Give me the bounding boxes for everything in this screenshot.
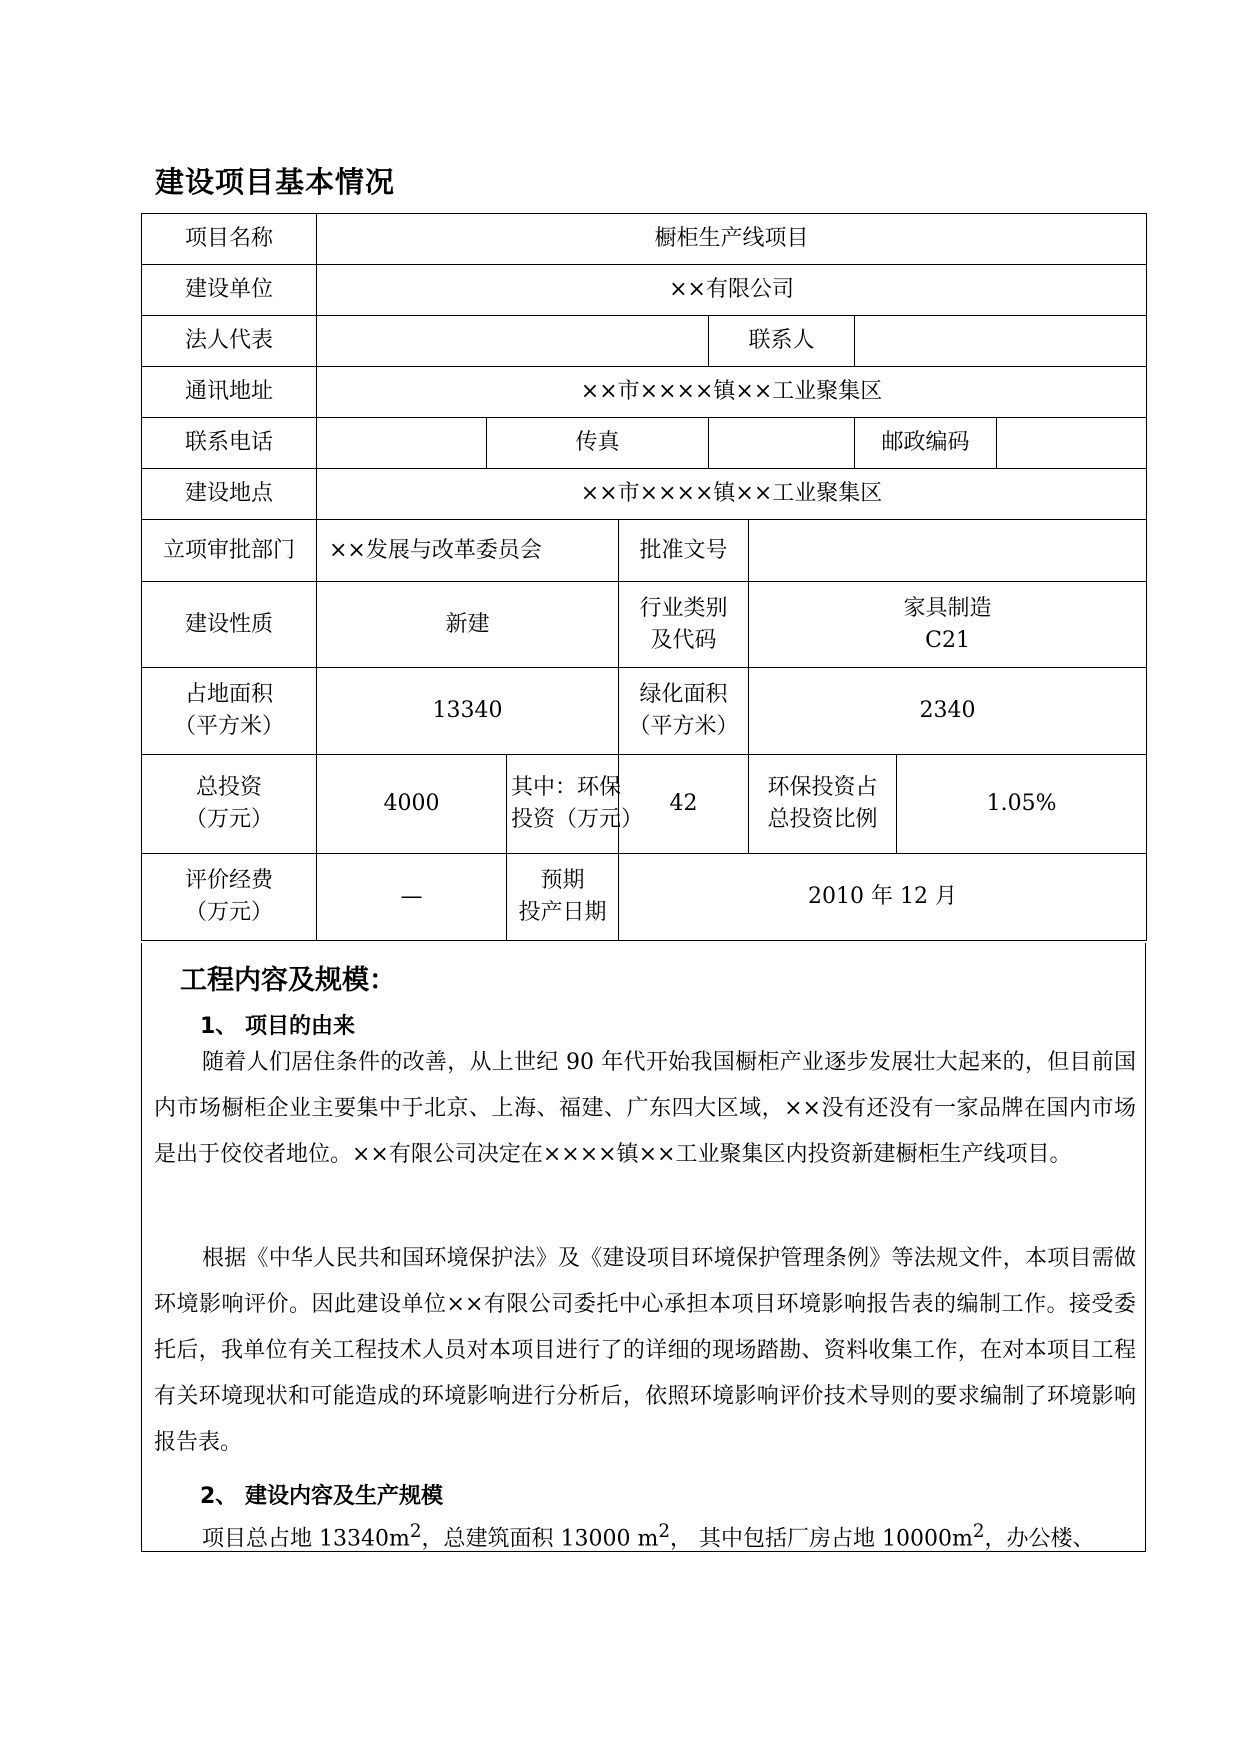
label-postcode: 邮政编码: [855, 418, 997, 469]
table-row: [142, 854, 1147, 941]
label-env-invest: 其中：环保 投资（万元）: [507, 755, 619, 854]
table-row: [142, 418, 1147, 469]
label-address: 通讯地址: [142, 367, 317, 418]
label-approval-dept: 立项审批部门: [142, 520, 317, 582]
paragraph-origin: 随着人们居住条件的改善，从上世纪 90 年代开始我国橱柜产业逐步发展壮大起来的，但目前国内市场橱柜企业主要集中于北京、上海、福建、广东四大区域，××没有还没有一家品牌在国内市场是出于佼佼者地位。××有限公司决定在××××镇××工业聚集区内投资新建橱柜生产线项目。: [154, 1050, 1136, 1167]
table-row: [142, 520, 1147, 582]
table-row: [142, 469, 1147, 520]
label-phone: 联系电话: [142, 418, 317, 469]
section-heading: 工程内容及规模：: [180, 965, 396, 996]
label-date: 预期 投产日期: [507, 854, 619, 941]
address: ××市××××镇××工业聚集区: [317, 367, 1147, 418]
label-legal-rep: 法人代表: [142, 316, 317, 367]
table-row: [142, 755, 1147, 854]
subsection-scale: 2、 建设内容及生产规模: [200, 1484, 443, 1509]
postcode: [997, 418, 1147, 469]
builder: ××有限公司: [317, 265, 1147, 316]
table-row: [142, 214, 1147, 265]
label-nature: 建设性质: [142, 582, 317, 668]
ratio: 1.05%: [897, 755, 1147, 854]
production-date: 2010 年 12 月: [619, 854, 1147, 941]
label-project-name: 项目名称: [142, 214, 317, 265]
paragraph-scale: 项目总占地 $13340m^2$，总建筑面积 13000 $m^2$， 其中包括厂房占地 $10000m^2$，办公楼、: [202, 1521, 1095, 1552]
green: 2340: [749, 668, 1147, 755]
page-title: 建设项目基本情况: [155, 165, 396, 199]
project-name: 橱柜生产线项目: [317, 214, 1147, 265]
label-approval-no: 批准文号: [619, 520, 749, 582]
industry: 家具制造 C21: [749, 582, 1147, 668]
label-area: 占地面积 （平方米）: [142, 668, 317, 755]
label-fax: 传真: [487, 418, 709, 469]
fee: —: [317, 854, 507, 941]
paragraph-basis: 根据《中华人民共和国环境保护法》及《建设项目环境保护管理条例》等法规文件，本项目需做环境影响评价。因此建设单位××有限公司委托中心承担本项目环境影响报告表的编制工作。接受委托后，我单位有关工程技术人员对本项目进行了的详细的现场踏勘、资料收集工作，在对本项目工程有关环境现状和可能造成的环境影响进行分析后，依照环境影响评价技术导则的要求编制了环境影响报告表。: [154, 1246, 1136, 1455]
approval-dept: ××发展与改革委员会: [317, 520, 619, 582]
label-invest: 总投资 （万元）: [142, 755, 317, 854]
label-industry: 行业类别 及代码: [619, 582, 749, 668]
label-ratio: 环保投资占 总投资比例: [749, 755, 897, 854]
label-site: 建设地点: [142, 469, 317, 520]
legal-rep: [317, 316, 709, 367]
project-info-table: [141, 213, 1147, 941]
site: ××市××××镇××工业聚集区: [317, 469, 1147, 520]
table-row: [142, 367, 1147, 418]
label-contact: 联系人: [709, 316, 855, 367]
table-row: [142, 316, 1147, 367]
table-row: [142, 668, 1147, 755]
approval-no: [749, 520, 1147, 582]
fax: [709, 418, 855, 469]
label-builder: 建设单位: [142, 265, 317, 316]
invest: 4000: [317, 755, 507, 854]
env-invest: 42: [619, 755, 749, 854]
nature: 新建: [317, 582, 619, 668]
label-green: 绿化面积 （平方米）: [619, 668, 749, 755]
phone: [317, 418, 487, 469]
subsection-origin: 1、 项目的由来: [200, 1014, 355, 1039]
contact: [855, 316, 1147, 367]
label-fee: 评价经费 （万元）: [142, 854, 317, 941]
area: 13340: [317, 668, 619, 755]
table-row: [142, 582, 1147, 668]
table-row: [142, 265, 1147, 316]
